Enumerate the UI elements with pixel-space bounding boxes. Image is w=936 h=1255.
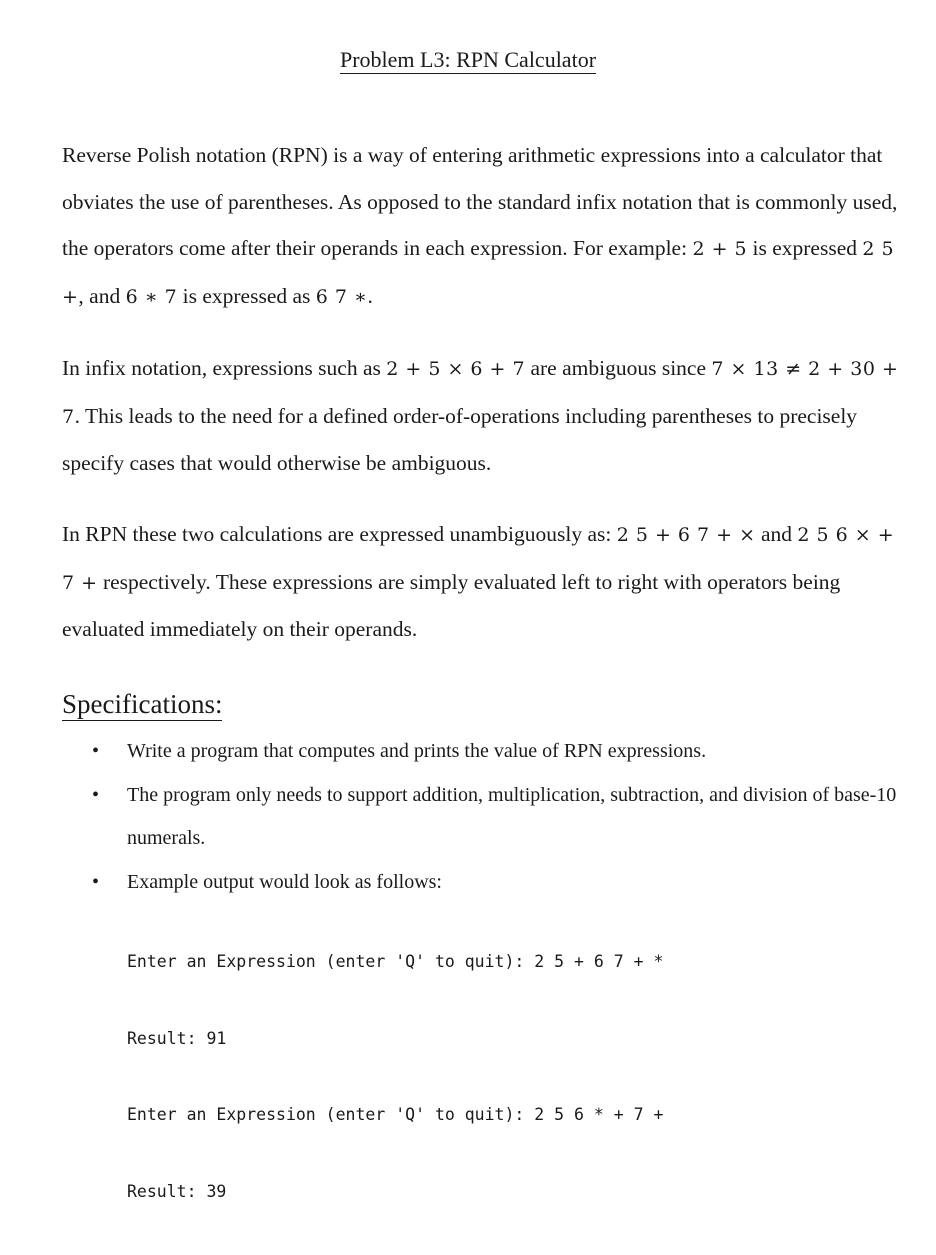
- text: respectively. These expressions are simply evaluated left to right with operators being evaluated immediately on their operands.: [62, 569, 841, 641]
- list-item: [62, 730, 922, 773]
- list-item-text: The program only needs to support addition, multiplication, subtraction, and division of base-10 numerals.: [127, 784, 897, 849]
- list-item: [62, 774, 922, 860]
- text: In infix notation, expressions such as: [62, 356, 387, 380]
- math-expression: 2 5 6 × + 7 +: [62, 524, 895, 594]
- text: , and: [78, 283, 126, 308]
- example-output-block: [127, 898, 922, 1255]
- math-expression: 2 + 5: [692, 238, 748, 260]
- text: are ambiguous since: [525, 356, 712, 380]
- page-title: [0, 46, 936, 74]
- math-expression: 7 × 13 ≠ 2 + 30 + 7: [62, 358, 899, 428]
- specifications-heading: [62, 687, 222, 721]
- bullet-icon: •: [92, 784, 100, 806]
- text: In RPN these two calculations are expressed unambiguously as:: [62, 522, 617, 546]
- code-line: Enter an Expression (enter 'Q' to quit): 2 5 6 * + 7 +: [127, 1105, 664, 1124]
- title-text: Problem L3: RPN Calculator: [339, 47, 597, 72]
- text: . This leads to the need for a defined order-of-operations including parentheses to precisely specify cases that would otherwise be ambiguous.: [62, 403, 858, 475]
- code-line: Result: 39: [127, 1181, 227, 1201]
- text: is expressed as: [177, 283, 316, 308]
- math-expression: 2 5 +: [62, 238, 895, 308]
- paragraph-rpn-unambiguous: [62, 511, 902, 653]
- text: is expressed: [747, 236, 863, 260]
- math-expression: 6 7 ∗: [315, 285, 368, 308]
- text: Reverse Polish notation (RPN) is a way of entering arithmetic expressions into a calculator that obviates the use of parentheses. As opposed to the standard infix notation that is commonly used, the operators come after their operands in each expression. For example:: [62, 143, 898, 260]
- list-item-text: Example output would look as follows:: [127, 871, 442, 893]
- heading-text: Specifications:: [62, 689, 223, 719]
- text: and: [755, 522, 798, 546]
- paragraph-rpn-intro: [62, 132, 902, 320]
- code-line: Result: 91: [127, 1028, 227, 1048]
- bullet-icon: •: [92, 740, 100, 762]
- bullet-icon: •: [92, 871, 100, 893]
- list-item-text: Write a program that computes and prints the value of RPN expressions.: [127, 740, 707, 762]
- list-item: [62, 861, 922, 1255]
- text: .: [367, 283, 373, 308]
- math-expression: 2 + 5 × 6 + 7: [386, 358, 526, 380]
- specifications-list: [62, 730, 922, 1255]
- code-line: Enter an Expression (enter 'Q' to quit): 2 5 + 6 7 + *: [127, 952, 664, 971]
- paragraph-infix-ambiguity: [62, 345, 902, 487]
- math-expression: 6 ∗ 7: [125, 285, 178, 308]
- math-expression: 2 5 + 6 7 + ×: [616, 524, 756, 546]
